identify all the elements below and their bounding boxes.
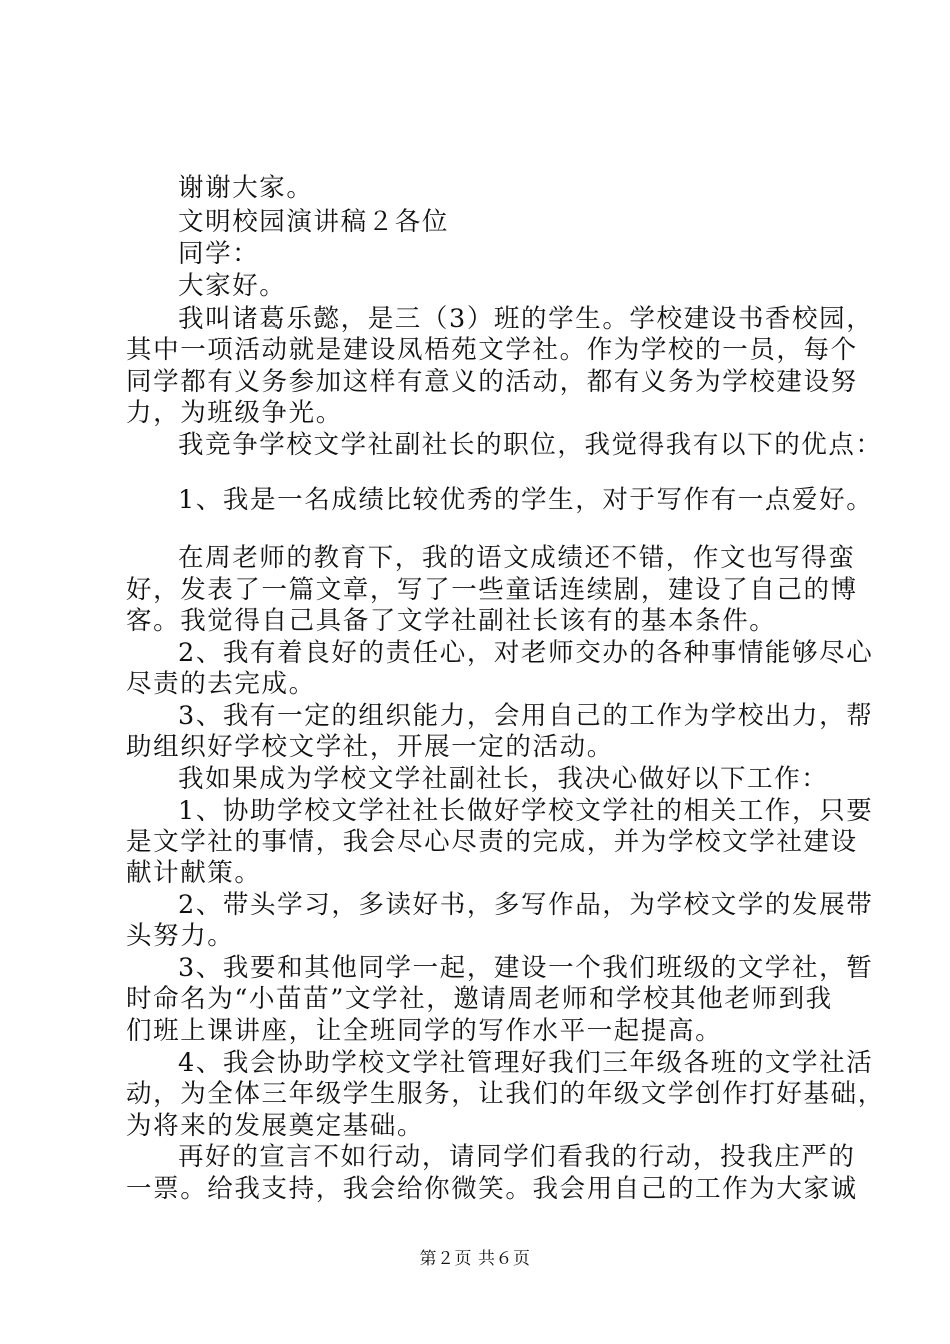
text-line: 3、我要和其他同学一起，建设一个我们班级的文学社，暂 — [178, 953, 874, 983]
text-line: 时命名为“小苗苗”文学社，邀请周老师和学校其他老师到我 — [126, 984, 833, 1014]
text-line: 头努力。 — [126, 921, 235, 951]
text-line: 动，为全体三年级学生服务，让我们的年级文学创作打好基础， — [126, 1079, 885, 1109]
text-line: 为将来的发展奠定基础。 — [126, 1111, 425, 1141]
text-line: 我如果成为学校文学社副社长，我决心做好以下工作： — [178, 764, 829, 794]
text-line: 同学都有义务参加这样有意义的活动，都有义务为学校建设努 — [126, 367, 858, 397]
text-line: 大家好。 — [178, 271, 287, 301]
text-line: 同学： — [178, 239, 260, 269]
text-line: 一票。给我支持，我会给你微笑。我会用自己的工作为大家诚 — [126, 1174, 858, 1204]
text-line: 2、我有着良好的责任心，对老师交办的各种事情能够尽心 — [178, 638, 874, 668]
text-line: 尽责的去完成。 — [126, 669, 316, 699]
text-line: 我叫诸葛乐懿，是三（3）班的学生。学校建设书香校园， — [178, 304, 874, 334]
text-line: 是文学社的事情，我会尽心尽责的完成，并为学校文学社建设 — [126, 827, 858, 857]
text-line: 1、协助学校文学社社长做好学校文学社的相关工作，只要 — [178, 796, 874, 826]
text-line: 好，发表了一篇文章，写了一些童话连续剧，建设了自己的博 — [126, 575, 858, 605]
text-line: 们班上课讲座，让全班同学的写作水平一起提高。 — [126, 1016, 723, 1046]
page-footer: 第２页 共６页 — [419, 1249, 531, 1269]
text-line: 文明校园演讲稿２各位 — [178, 207, 450, 237]
text-line: 其中一项活动就是建设凤梧苑文学社。作为学校的一员，每个 — [126, 335, 858, 365]
text-line: 力，为班级争光。 — [126, 398, 343, 428]
text-line: 我竞争学校文学社副社长的职位，我觉得我有以下的优点： — [178, 430, 883, 460]
text-line: 4、我会协助学校文学社管理好我们三年级各班的文学社活 — [178, 1048, 874, 1078]
text-line: 谢谢大家。 — [178, 173, 314, 203]
text-line: 3、我有一定的组织能力，会用自己的工作为学校出力，帮 — [178, 701, 874, 731]
text-line: 献计献策。 — [126, 858, 262, 888]
text-line: 1、我是一名成绩比较优秀的学生，对于写作有一点爱好。 — [178, 485, 874, 515]
text-line: 再好的宣言不如行动，请同学们看我的行动，投我庄严的 — [178, 1142, 856, 1172]
text-line: 助组织好学校文学社，开展一定的活动。 — [126, 732, 614, 762]
text-line: 2、带头学习，多读好书，多写作品，为学校文学的发展带 — [178, 890, 874, 920]
text-line: 客。我觉得自己具备了文学社副社长该有的基本条件。 — [126, 606, 777, 636]
text-line: 在周老师的教育下，我的语文成绩还不错，作文也写得蛮 — [178, 543, 856, 573]
